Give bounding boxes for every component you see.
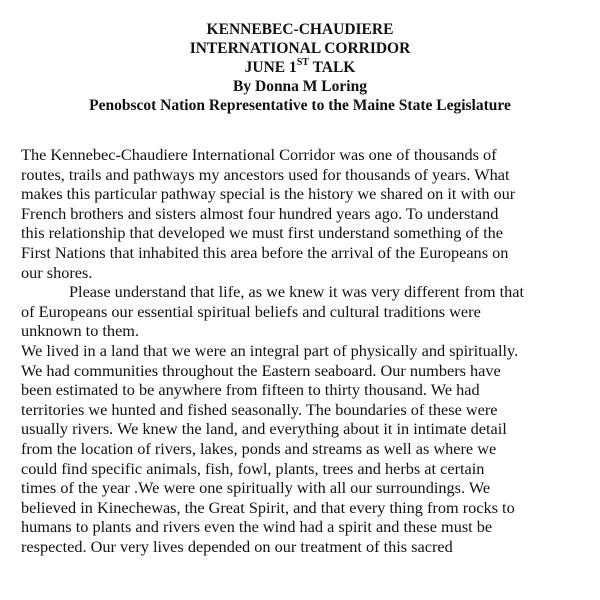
body-line: routes, trails and pathways my ancestors used for thousands of years. What [21, 164, 510, 184]
date-suffix: TALK [308, 59, 356, 76]
body-line: could find specific animals, fish, fowl, plants, trees and herbs at certain [21, 458, 485, 478]
title-line-2: INTERNATIONAL CORRIDOR [189, 40, 411, 57]
body-line: usually rivers. We knew the land, and everything about it in intimate detail [21, 419, 507, 439]
body-text [21, 145, 591, 556]
document-header [0, 20, 600, 115]
body-line: of Europeans our essential spiritual beliefs and cultural traditions were [21, 301, 481, 321]
body-line: makes this particular pathway special is the history we shared on it with our [21, 184, 516, 204]
body-line-indented: Please understand that life, as we knew it was very different from that [69, 282, 524, 302]
body-line: We lived in a land that we were an integral part of physically and spiritually. [21, 340, 519, 360]
date-superscript: ST [296, 56, 309, 68]
date-line [0, 58, 600, 77]
body-line: from the location of rivers, lakes, ponds and streams as well as where we [21, 438, 497, 458]
body-line: French brothers and sisters almost four hundred years ago. To understand [21, 203, 499, 223]
body-line: territories we hunted and fished seasonally. The boundaries of these were [21, 399, 498, 419]
body-line: unknown to them. [21, 321, 140, 341]
date-prefix: JUNE 1 [244, 59, 297, 76]
body-line: this relationship that developed we must first understand something of the [21, 223, 504, 243]
affiliation-line: Penobscot Nation Representative to the Maine State Legislature [89, 97, 511, 114]
body-line: The Kennebec-Chaudiere International Corridor was one of thousands of [21, 145, 497, 164]
body-line: humans to plants and rivers even the wind had a spirit and these must be [21, 517, 493, 537]
body-line: times of the year .We were one spiritually with all our surroundings. We [21, 478, 491, 498]
author-line: By Donna M Loring [233, 78, 367, 95]
body-line: We had communities throughout the Eastern seaboard. Our numbers have [21, 360, 501, 380]
body-line: our shores. [21, 262, 93, 282]
body-line: been estimated to be anywhere from fifteen to thirty thousand. We had [21, 380, 480, 400]
title-line-1: KENNEBEC-CHAUDIERE [206, 21, 394, 38]
body-line: respected. Our very lives depended on our treatment of this sacred [21, 536, 453, 556]
body-line: First Nations that inhabited this area before the arrival of the Europeans on [21, 242, 509, 262]
body-line: believed in Kinechewas, the Great Spirit, and that every thing from rocks to [21, 497, 515, 517]
